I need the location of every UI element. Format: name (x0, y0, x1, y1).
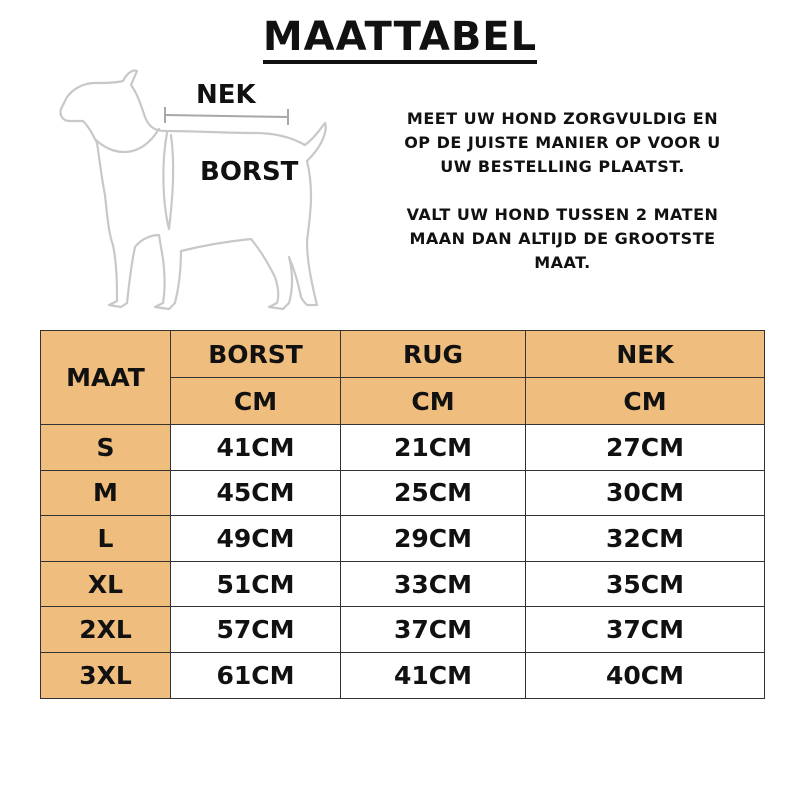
borst-cell: 57CM (171, 607, 341, 653)
nek-measure-line (165, 115, 288, 117)
page-title (0, 14, 800, 60)
instruction-line: OP DE JUISTE MANIER OP VOOR U (404, 133, 721, 152)
instruction-line: MEET UW HOND ZORGVULDIG EN (406, 109, 719, 128)
rug-header: RUG (341, 331, 526, 378)
rug-cell: 41CM (341, 652, 526, 698)
advice-line: MAAT. (534, 253, 591, 272)
table-row (41, 516, 765, 562)
borst-cell: 41CM (171, 425, 341, 471)
borst-label: BORST (200, 157, 299, 187)
instruction-line: UW BESTELLING PLAATST. (440, 157, 685, 176)
size-table (40, 330, 765, 699)
borst-cell: 49CM (171, 516, 341, 562)
chest-girth-line (163, 133, 173, 229)
rug-cell: 33CM (341, 561, 526, 607)
nek-cell: 40CM (526, 652, 765, 698)
size-advice (360, 203, 765, 275)
table-row (41, 607, 765, 653)
size-cell: 3XL (41, 652, 171, 698)
nek-header: NEK (526, 331, 765, 378)
borst-unit: CM (171, 378, 341, 425)
nek-cell: 32CM (526, 516, 765, 562)
nek-cell: 35CM (526, 561, 765, 607)
rug-cell: 21CM (341, 425, 526, 471)
table-row (41, 470, 765, 516)
size-cell: M (41, 470, 171, 516)
borst-cell: 51CM (171, 561, 341, 607)
advice-line: MAAN DAN ALTIJD DE GROOTSTE (409, 229, 716, 248)
table-row (41, 425, 765, 471)
size-cell: S (41, 425, 171, 471)
nek-cell: 27CM (526, 425, 765, 471)
borst-cell: 45CM (171, 470, 341, 516)
nek-cell: 37CM (526, 607, 765, 653)
dog-outline (60, 70, 325, 309)
advice-line: VALT UW HOND TUSSEN 2 MATEN (406, 205, 719, 224)
size-cell: XL (41, 561, 171, 607)
table-row (41, 652, 765, 698)
table-header-row (41, 331, 765, 378)
rug-cell: 37CM (341, 607, 526, 653)
borst-cell: 61CM (171, 652, 341, 698)
rug-cell: 29CM (341, 516, 526, 562)
nek-label: NEK (196, 80, 256, 110)
measure-instructions (360, 107, 765, 179)
borst-header: BORST (171, 331, 341, 378)
size-cell: L (41, 516, 171, 562)
size-cell: 2XL (41, 607, 171, 653)
neck-collar-line (95, 129, 159, 152)
rug-cell: 25CM (341, 470, 526, 516)
table-row (41, 561, 765, 607)
nek-unit: CM (526, 378, 765, 425)
rug-unit: CM (341, 378, 526, 425)
page-title-text: MAATTABEL (263, 14, 537, 64)
maat-header: MAAT (41, 331, 171, 425)
nek-cell: 30CM (526, 470, 765, 516)
